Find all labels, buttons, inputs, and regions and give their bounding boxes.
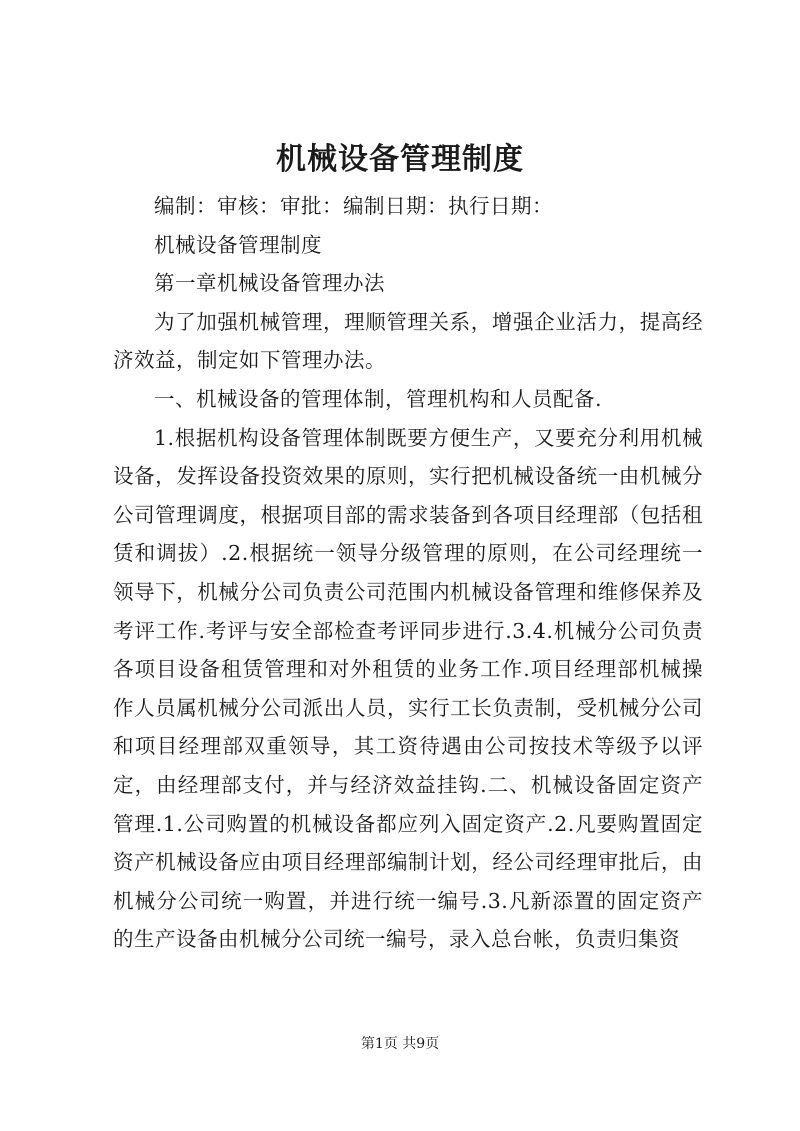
subsection-heading: 一、机械设备的管理体制，管理机构和人员配备. [154, 386, 603, 411]
chapter-heading: 第一章机械设备管理办法 [154, 271, 385, 296]
meta-line: 编制：审核：审批：编制日期：执行日期： [154, 194, 553, 218]
intro-paragraph: 为了加强机械管理，理顺管理关系，增强企业活力，提高经济效益，制定如下管理办法。 [113, 309, 703, 373]
page-title: 机械设备管理制度 [276, 142, 524, 177]
page-footer: 第1页 共9页 [360, 1036, 440, 1052]
body-paragraph: 1.根据机构设备管理体制既要方便生产，又要充分利用机械设备，发挥设备投资效果的原则，实行把机械设备统一由机械分公司管理调度，根据项目部的需求装备到各项目经理部（包括租赁和调拔）.2.根据统一领导分级管理的原则，在公司经理统一领导下，机械分公司负责公司范围内机械设备管理和维修保养及考评工作.考评与安全部检查考评同步进行.3.4.机械分公司负责各项目设备租赁管理和对外租赁的业务工作.项目经理部机械操作人员属机械分公司派出人员，实行工长负责制，受机械分公司和项目经理部双重领导，其工资待遇由公司按技术等级予以评定，由经理部支付，并与经济效益挂钩.二、机械设备固定资产管理.1.公司购置的机械设备都应列入固定资产.2.凡要购置固定资产机械设备应由项目经理部编制计划，经公司经理审批后，由机械分公司统一购置，并进行统一编号.3.凡新添置的固定资产的生产设备由机械分公司统一编号，录入总台帐，负责归集资 [113, 425, 703, 952]
document-body [113, 187, 703, 959]
section-heading: 机械设备管理制度 [154, 232, 322, 257]
